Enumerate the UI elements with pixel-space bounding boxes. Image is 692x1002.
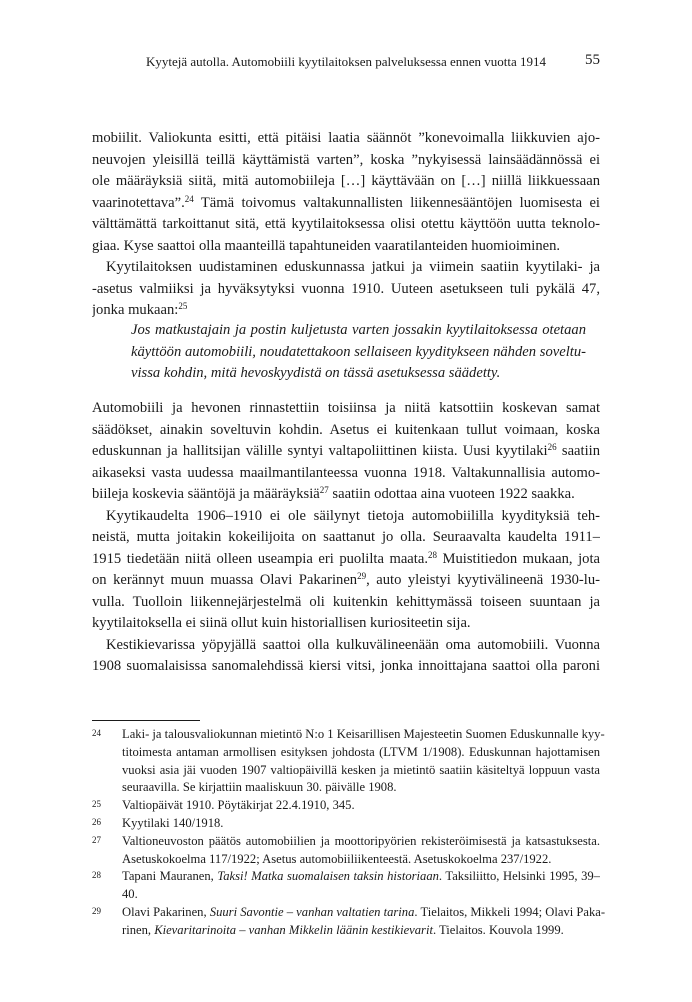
body-text-bottom <box>92 398 600 678</box>
footnote-line: Valtioneuvoston päätös automobiilien ja moottoripyörien rekisteröimisestä ja katsastuksesta. <box>122 833 600 848</box>
footnote-ref[interactable]: 27 <box>319 485 329 495</box>
text-line: välttämättä tarkoittanut sitä, että kyytilaitoksessa olisi otettu käyttöön uutta teknolo- <box>92 216 600 232</box>
text-line: neistä, mutta joitakin kokeilijoita on saattanut jo olla. Seuraavalta kaudelta 1911– <box>92 529 600 545</box>
text-line: on kerännyt muun muassa Olavi Pakarinen$^{29}$, auto yleistyi kyytivälineenä 1930-lu- <box>92 571 600 588</box>
text-line: vulla. Tuolloin liikennejärjestelmä oli kuitenkin kehittymässä toiseen suuntaan ja <box>92 593 600 610</box>
footnote-ref[interactable]: 28 <box>427 549 437 560</box>
quote-line: käyttöön automobiili, noudatettakoon sellaiseen kyyditykseen nähden soveltu- <box>131 343 586 360</box>
running-header: Kyytejä autolla. Automobiili kyytilaitoksen palveluksessa ennen vuotta 1914 <box>145 54 547 69</box>
footnotes <box>92 726 606 940</box>
footnote-24 <box>92 726 605 797</box>
text-line: kyytilaitoksella ei siinä ollut kuin historiallisen kuriositeetin sija. <box>92 615 471 631</box>
footnote-line: 40. <box>122 887 138 902</box>
text-line: Automobiili ja hevonen rinnastettiin toisiinsa ja niitä katsottiin koskevan samat <box>92 400 600 416</box>
text-line: 1915 tiedetään niitä olleen useampia eri puolilta maata.$^{28}$ Muistitiedon mukaan, jota <box>92 549 600 567</box>
text-line: mobiilit. Valiokunta esitti, että pitäisi laatia säännöt ”konevoimalla liikkuvien ajo- <box>92 130 600 146</box>
text-line: biileja koskevia sääntöjä ja määräyksiä$^{27}$ saatiin odottaa aina vuoteen 1922 saakka. <box>92 485 575 502</box>
footnote-28 <box>92 868 600 904</box>
text-line: Kyytikaudelta 1906–1910 ei ole säilynyt tietoja automobiililla kyydityksiä teh- <box>106 507 600 524</box>
book-title: Suuri Savontie – vanhan valtatien tarina <box>209 904 415 919</box>
text-line: giaa. Kyse saattoi olla maanteillä tapahtuneiden vaaratilanteiden huomioiminen. <box>92 237 561 254</box>
footnote-line: seuraavilla. Se kirjattiin maaliskuun 30. päivälle 1908. <box>122 780 397 795</box>
book-title: Taksi! Matka suomalaisen taksin historiaan <box>217 869 439 884</box>
footnote-number: 29 <box>92 905 101 916</box>
text-line: aikaseksi vasta uudessa maailmantilanteessa vuonna 1918. Valtakunnallisia automo- <box>92 464 600 481</box>
quote-line: vissa kohdin, mitä hevoskyydistä on tässä asetuksessa säädetty. <box>131 365 501 381</box>
footnote-26 <box>92 815 600 833</box>
text-line: -asetus valmiiksi ja hyväksytyksi vuonna 1910. Uuteen asetukseen tuli pykälä 47, <box>92 280 600 297</box>
block-quote <box>131 320 586 385</box>
footnote-ref[interactable]: 26 <box>547 442 557 452</box>
footnote-divider <box>92 720 200 721</box>
text-line: jonka mukaan:$^{25}$ <box>92 301 188 318</box>
footnote-line: Asetuskokoelma 117/1922; Asetus automobiiliikenteestä. Asetuskokoelma 237/1922. <box>122 851 552 866</box>
text-line: eduskunnan ja hallitsijan välille syntyi valtapoliittinen kiista. Uusi kyytilaki$^{26}$ saatiin <box>92 442 600 459</box>
footnote-ref[interactable]: 24 <box>184 193 194 204</box>
text-line: Kestikievarissa yöpyjällä saattoi olla kulkuvälineenään oma automobiili. Vuonna <box>106 636 600 653</box>
text-line: vaarinotettava”.$^{24}$ Tämä toivomus valtakunnallisten liikennesääntöjen luomisesta ei <box>92 193 600 211</box>
footnote-number: 24 <box>92 728 101 738</box>
footnote-line: Laki- ja talousvaliokunnan mietintö N:o 1 Keisarillisen Majesteetin Suomen Eduskunnalle kyy- <box>122 727 605 741</box>
footnote-line: Olavi Pakarinen, Suuri Savontie – vanhan valtatien tarina. Tielaitos, Mikkeli 1994; Olavi Paka- <box>122 904 606 919</box>
footnote-number: 28 <box>92 870 101 881</box>
footnote-line: Kyytilaki 140/1918. <box>122 815 224 830</box>
text-line: neuvojen yleisillä teillä käyttämistä varten”, koska ”nykyisessä lainsäädännössä ei <box>92 151 600 168</box>
footnote-line: Tapani Mauranen, Taksi! Matka suomalaisen taksin historiaan. Taksiliitto, Helsinki 1995, 39– <box>122 869 600 884</box>
book-title: Kievaritarinoita – vanhan Mikkelin läänin kestikievarit <box>154 922 433 937</box>
quote-line: Jos matkustajain ja postin kuljetusta varten jossakin kyytilaitoksessa otetaan <box>131 322 586 338</box>
text-line: Kyytilaitoksen uudistaminen eduskunnassa jatkui ja viimein saatiin kyytilaki- ja <box>106 259 600 275</box>
text-line: 1908 suomalaisissa sanomalehdissä kiersi vitsi, jonka innoittajana saattoi olla paroni <box>92 658 600 674</box>
footnote-ref[interactable]: 25 <box>178 301 188 311</box>
page-number: 55 <box>585 52 600 68</box>
footnote-number: 26 <box>92 816 101 827</box>
footnote-27 <box>92 833 600 869</box>
footnote-line: vuoksi asia jäi vuoden 1907 valtiopäivillä kesken ja mietintö saatiin käsiteltyä loppuun vasta <box>122 762 600 777</box>
footnote-25 <box>92 797 600 815</box>
footnote-29 <box>92 904 606 940</box>
text-line: säädökset, ainakin soveltuvin kohdin. Asetus ei kuitenkaan tullut voimaan, koska <box>92 421 600 438</box>
footnote-line: titoimesta antaman armollisen esityksen johdosta (LTVM 1/1908). Eduskunnan hajottamisen <box>122 744 600 759</box>
text-line: ole määräyksiä siitä, mitä automobiileja […] käyttävään on […] niillä liikkuessaan <box>92 173 600 189</box>
body-text-top <box>92 128 600 322</box>
footnote-number: 25 <box>92 799 101 810</box>
footnote-number: 27 <box>92 834 101 845</box>
footnote-line: rinen, Kievaritarinoita – vanhan Mikkelin läänin kestikievarit. Tielaitos. Kouvola 1999. <box>122 922 564 937</box>
footnote-ref[interactable]: 29 <box>357 571 367 581</box>
footnote-line: Valtiopäivät 1910. Pöytäkirjat 22.4.1910, 345. <box>122 798 355 813</box>
